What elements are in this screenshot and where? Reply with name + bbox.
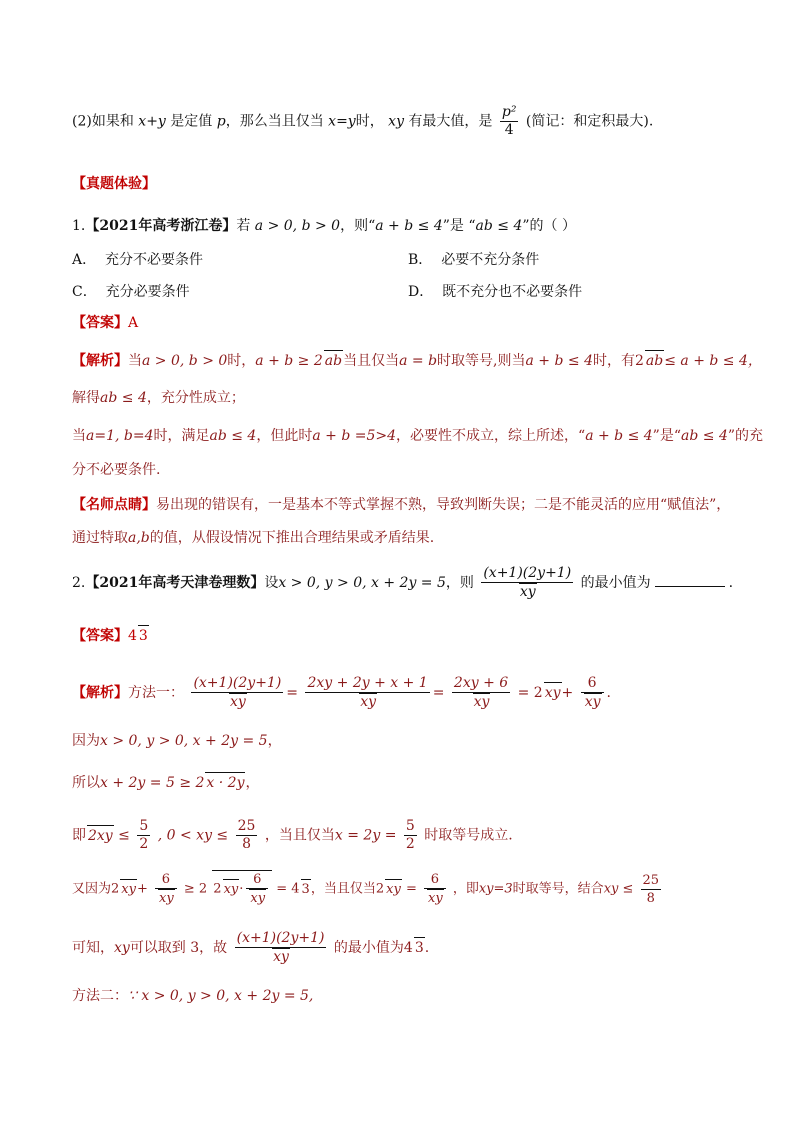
q2-step6: 可知，xy可以取到 3，故 $\frac{(x+1)(2y+1)}{xy}$ 的最小值为4 3. [72, 930, 430, 965]
q1-option-c[interactable]: C． 充分必要条件 [72, 284, 190, 300]
intro-line: (2)如果和 x+y 是定值 p，那么当且仅当 x=y时， xy 有最大值，是 $\frac{\text{p²}}{4}$ (简记：和定积最大). [72, 104, 654, 138]
section-title: 【真题体验】 [72, 176, 156, 192]
q1-analysis-line4: 分不必要条件. [72, 462, 161, 478]
q2-fraction: $\frac{(x+1)(2y+1)}{xy}$ [483, 565, 572, 600]
q2-step5: 又因为2 xy+ $\frac{6}{xy}$ ≥ 2 2 xy· $\frac{6}{xy}$ = 4 3，当且仅当2 xy = $\frac{6}{xy}$ ，即xy=3时取等号，结合xy ≤ $\frac{25}{8}$ [72, 872, 660, 906]
q1-tip-line2: 通过特取a,b的值，从假设情况下推出合理结果或矛盾结果. [72, 530, 435, 546]
q1-option-b[interactable]: B． 必要不充分条件 [408, 252, 540, 268]
q2-method1-line: 【解析】方法一： $\frac{(x+1)(2y+1)}{xy}$ = $\frac{2xy + 2y + x + 1}{xy}$ = $\frac{2xy + 6}{xy}$ = 2 xy+ $\frac{6}{xy}$ . [72, 675, 611, 710]
intro-fraction: $\frac{\text{p²}}{4}$ [501, 104, 517, 138]
q2-answer: 【答案】4 3 [72, 625, 149, 646]
q2-method2-line: 方法二：∵ x > 0, y > 0, x + 2y = 5, [72, 988, 314, 1004]
q2-step3: 所以x + 2y = 5 ≥ 2 x · 2y， [72, 772, 259, 793]
q1-answer: 【答案】A [72, 315, 139, 331]
q1-option-a[interactable]: A． 充分不必要条件 [72, 252, 204, 268]
q1-tip-line1: 【名师点睛】易出现的错误有，一是基本不等式掌握不熟，导致判断失误；二是不能灵活的应用“赋值法”， [72, 497, 731, 513]
q2-step2: 因为x > 0, y > 0, x + 2y = 5， [72, 733, 282, 749]
q2-stem: 2.【2021年高考天津卷理数】设x > 0, y > 0, x + 2y = 5，则 $\frac{(x+1)(2y+1)}{xy}$ 的最小值为 . [72, 565, 734, 600]
sum-expr: x+y [138, 113, 166, 130]
q1-analysis-line3: 当a=1, b=4时，满足ab ≤ 4，但此时a + b =5>4，必要性不成立，综上所述，“a + b ≤ 4”是“ab ≤ 4”的充 [72, 428, 764, 444]
q2-step4: 即 2xy ≤ $\frac{5}{2}$ , 0 < xy ≤ $\frac{25}{8}$ ，当且仅当x = 2y = $\frac{5}{2}$ 时取等号成立. [72, 818, 513, 852]
q1-option-d[interactable]: D． 既不充分也不必要条件 [408, 284, 583, 300]
answer-blank[interactable] [655, 586, 725, 587]
q1-stem: 1.【2021年高考浙江卷】若 a > 0, b > 0，则“a + b ≤ 4”是 “ab ≤ 4”的（ ） [72, 218, 576, 234]
q1-analysis-line2: 解得ab ≤ 4，充分性成立； [72, 390, 245, 406]
q1-analysis-line1: 【解析】当a > 0, b > 0时，a + b ≥ 2 ab当且仅当a = b时取等号,则当a + b ≤ 4时，有2 ab≤ a + b ≤ 4， [72, 350, 762, 371]
